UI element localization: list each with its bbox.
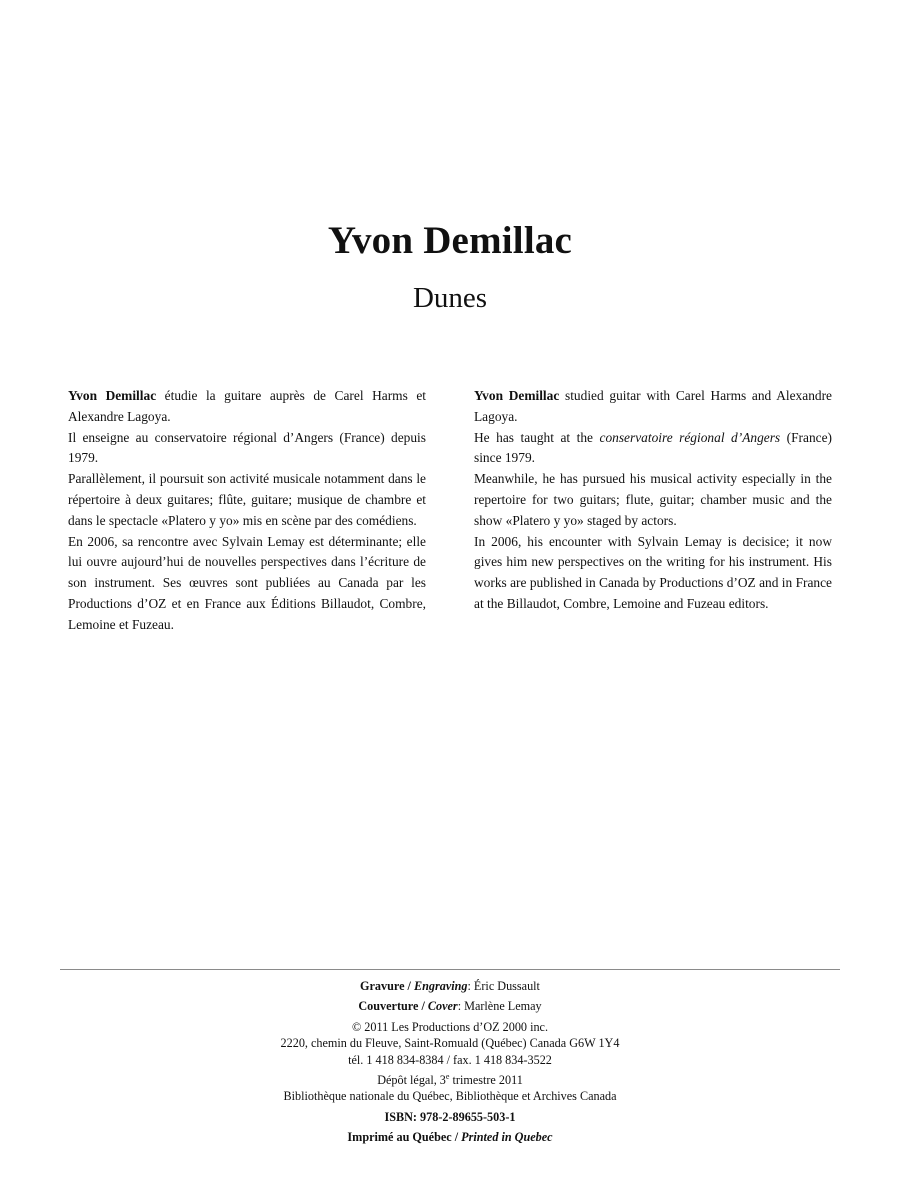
biography-english: [474, 386, 832, 615]
copyright-line: © 2011 Les Productions d’OZ 2000 inc.: [352, 1019, 548, 1034]
isbn: ISBN: 978-2-89655-503-1: [384, 1109, 516, 1124]
composer-name: Yvon Demillac: [327, 219, 573, 262]
library-line: Bibliothèque nationale du Québec, Bibliothèque et Archives Canada: [283, 1089, 617, 1104]
bio-en-paragraph-4: In 2006, his encounter with Sylvain Lemay is decisice; it now gives him new perspectives on the writing for his instrument. His works are published in Canada by Productions d’OZ and in France at the Billaudot, Combre, Lemoine and Fuzeau editors.: [474, 533, 832, 611]
bio-fr-paragraph-1: Yvon Demillac étudie la guitare auprès de Carel Harms et Alexandre Lagoya.: [68, 388, 426, 424]
footer-divider: [60, 969, 840, 970]
bio-en-paragraph-3: Meanwhile, he has pursued his musical activity especially in the repertoire for two guitars; flute, guitar; chamber music and the show «Platero y yo» staged by actors.: [474, 471, 832, 528]
bio-fr-paragraph-4: En 2006, sa rencontre avec Sylvain Lemay est déterminante; elle lui ouvre aujourd’hui de nouvelles perspectives dans l’écriture de son instrument. Ses œuvres sont publiées au Canada par les Productions d’OZ et en France aux Éditions Billaudot, Combre, Lemoine et Fuzeau.: [68, 533, 426, 632]
bio-en-name: Yvon Demillac: [474, 388, 560, 403]
bio-fr-paragraph-2: Il enseigne au conservatoire régional d’Angers (France) depuis 1979.: [68, 429, 426, 466]
bio-fr-name: Yvon Demillac: [68, 388, 157, 403]
cover-credit: Couverture / Cover: Marlène Lemay: [358, 999, 542, 1014]
bio-fr-paragraph-3: Parallèlement, il poursuit son activité musicale notamment dans le répertoire à deux guitares; flûte, guitare; musique de chambre et dans le spectacle «Platero y yo» mis en scène par des comédiens.: [68, 471, 426, 528]
work-title: Dunes: [412, 282, 488, 314]
engraving-credit: Gravure / Engraving: Éric Dussault: [360, 979, 540, 993]
biography-french: [68, 386, 426, 636]
legal-deposit: Dépôt légal, 3e trimestre 2011: [377, 1071, 523, 1088]
publishing-credits: [0, 978, 900, 1146]
bio-en-paragraph-1: Yvon Demillac studied guitar with Carel Harms and Alexandre Lagoya.: [474, 388, 832, 424]
printed-in: Imprimé au Québec / Printed in Quebec: [347, 1130, 553, 1145]
conservatoire-name: conservatoire régional d’Angers: [599, 429, 781, 445]
publisher-address: 2220, chemin du Fleuve, Saint-Romuald (Québec) Canada G6W 1Y4: [280, 1036, 620, 1051]
publisher-phone: tél. 1 418 834-8384 / fax. 1 418 834-3522: [348, 1052, 552, 1067]
bio-en-paragraph-2: He has taught at the conservatoire régional d’Angers (France) since 1979.: [474, 429, 833, 466]
